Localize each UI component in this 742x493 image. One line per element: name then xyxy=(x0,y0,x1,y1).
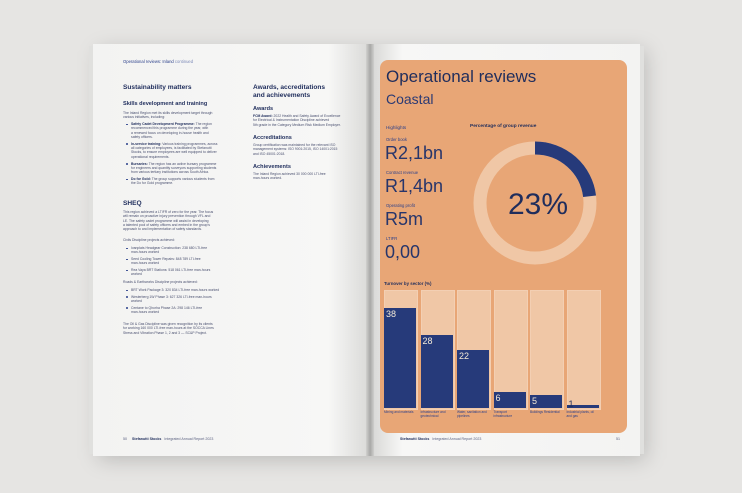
bar-value-label: 1 xyxy=(568,399,574,409)
bar-value-label: 38 xyxy=(386,309,397,320)
highlights-label: Highlights xyxy=(386,125,407,130)
running-header: Operational reviews: Inland continued xyxy=(123,59,194,64)
bar-value-label: 5 xyxy=(532,395,538,406)
kpi-value: 0,00 xyxy=(385,242,421,262)
civils-list-item: Rea Vaya BRT Stations: 518 061 LTI-free man-hours worked xyxy=(131,268,211,277)
skills-bullet: Safety Cadet Development Programme: The region recommenced this programme during the year, with a renewed focus on developing in-house health and safety officers. xyxy=(131,122,212,139)
bar-track xyxy=(530,290,564,410)
bar xyxy=(384,308,416,408)
left-page-number: 50 xyxy=(123,437,127,441)
awards-body xyxy=(253,114,341,127)
skills-intro xyxy=(123,111,212,120)
roads-list-item: Centane to Qhorha Phase 2A: 298 146 LTI-free man-hours worked xyxy=(131,305,203,314)
awards-line: 5th grade in the Category Medium Risk Medium Employer. xyxy=(253,122,341,127)
achievements-line: The Inland Region achieved 30 000 000 LTI-free xyxy=(253,172,326,176)
accreditations-heading: Accreditations xyxy=(253,135,292,141)
bar-category-label: Buildings Residential xyxy=(530,410,560,414)
awards-line: for Electrical & Instrumentation Discipline achieved xyxy=(253,118,330,123)
bar-value-label: 22 xyxy=(459,351,470,362)
sheq-intro-line: LE. The safety cadet programme will assist in developing xyxy=(123,218,209,223)
skills-intro-line: various initiatives, including: xyxy=(123,115,166,120)
awards-title-2: and achievements xyxy=(253,92,311,99)
accreditations-line: management systems: ISO 9001:2015, ISO 14001:2015 xyxy=(253,147,338,152)
awards-label: FCM Award: xyxy=(253,114,274,118)
civils-list-item: Seed Cooling Tower Repairs: 848 789 LTI-free man-hours worked xyxy=(131,257,201,266)
right-footer xyxy=(400,438,481,442)
kpi-label: Contract revenue xyxy=(386,170,419,175)
bar-category-label: Mining and materials xyxy=(384,410,414,414)
skills-heading: Skills development and training xyxy=(123,101,208,107)
right-page-subtitle: Coastal xyxy=(386,91,434,107)
accreditations-line: Group certification was maintained for the relevant ISO xyxy=(253,143,336,147)
kpi-label: Operating profit xyxy=(386,203,415,208)
awards-subheading: Awards xyxy=(253,106,274,112)
bar xyxy=(421,335,453,408)
roads-list-item: BRT Work Package 3: 320 834 LTI-free man-hours worked xyxy=(131,288,220,292)
left-footer-report: Integrated Annual Report 2023 xyxy=(164,437,214,441)
kpi-value: R1,4bn xyxy=(385,176,444,196)
right-page-title: Operational reviews xyxy=(386,67,537,86)
sheq-outro-line: Stress and Vibration Phase 1, 2 and 3 — SC&P Project. xyxy=(123,330,207,335)
awards-title-1: Awards, accreditations xyxy=(253,84,326,91)
sheq-intro-line: This region achieved a LTIFR of zero for the year. The focus xyxy=(123,210,214,214)
bar-category-label: Transport infrastructure xyxy=(493,410,513,418)
kpi-label: LTIFR xyxy=(386,236,398,241)
skills-bullet: Bursaries: The region has an active bursary programme for engineers and quantity surveyors supporting students from various tertiary institutions across South Africa. xyxy=(131,161,217,175)
sheq-outro-line: The Oil & Gas Discipline was given recognition by its clients xyxy=(123,322,213,326)
achievements-line: man-hours worked. xyxy=(253,176,283,181)
right-footer-report: Integrated Annual Report 2023 xyxy=(432,437,482,441)
civils-heading: Civils Discipline projects achieved: xyxy=(123,238,175,242)
bar-track xyxy=(567,290,601,410)
accreditations-body xyxy=(253,143,337,156)
donut-title: Percentage of group revenue xyxy=(470,124,537,129)
bar-value-label: 6 xyxy=(495,393,501,404)
bar-category-label: Water, sanitation and pipelines xyxy=(457,410,487,418)
bar-category-label: Industrial plants, oil and gas xyxy=(566,410,594,418)
accreditations-line: and ISO 45001:2018. xyxy=(253,151,286,156)
book-gutter xyxy=(366,44,374,456)
left-footer xyxy=(123,438,213,442)
sheq-intro xyxy=(123,210,213,231)
bar-chart-title: Turnover by sector (%) xyxy=(384,281,432,286)
skills-intro-line: The Inland Region met its skills development target through xyxy=(123,111,213,115)
achievements-heading: Achievements xyxy=(253,164,291,170)
sheq-outro xyxy=(123,322,214,335)
roads-heading: Roads & Earthworks Discipline projects achieved: xyxy=(123,280,198,284)
sheq-heading: SHEQ xyxy=(123,200,142,207)
civils-list-item: Ivanplats Headgear Construction: 238 680 LTI-free man-hours worked xyxy=(131,246,208,255)
kpi-label: Order book xyxy=(386,137,407,142)
left-footer-brand: Stefanutti Stocks xyxy=(132,437,162,441)
skills-bullet: In-service training: Various training programmes, across all categories of employees, is facilitated by Stefanutti Stocks, to ensure employees are well equipped to deliver operational requirements. xyxy=(131,141,218,159)
bar-category-label: Infrastructure and geotechnical xyxy=(420,410,446,418)
sheq-intro-line: will remain on proactive injury prevention through VFL and xyxy=(123,214,211,219)
achievements-body xyxy=(253,172,326,181)
kpi-value: R5m xyxy=(385,209,424,229)
donut-percent-label: 23% xyxy=(508,188,569,221)
right-page-edge xyxy=(640,46,644,454)
sheq-intro-line: a talented pool of safety officers and embed in the group's xyxy=(123,222,210,227)
sheq-outro-line: for working 160 000 LTI-free man-hours at the SOCCA Lines xyxy=(123,326,214,331)
right-page-number: 51 xyxy=(616,437,620,441)
skills-bullet: Do for Gold: The group supports various students from the Do for Gold programme. xyxy=(131,177,215,186)
bar-value-label: 28 xyxy=(422,335,433,346)
kpi-value: R2,1bn xyxy=(385,143,444,163)
sustainability-heading: Sustainability matters xyxy=(123,84,192,91)
sheq-intro-line: approach to and implementation of safety standards. xyxy=(123,227,202,232)
awards-line: FCM Award: 2022 Health and Safety Award of Excellence xyxy=(253,114,341,118)
roads-list-item: Westerberg 1W Phase 3: 627 326 LTI-free man-hours worked xyxy=(131,294,212,303)
right-footer-brand: Stefanutti Stocks xyxy=(400,437,430,441)
